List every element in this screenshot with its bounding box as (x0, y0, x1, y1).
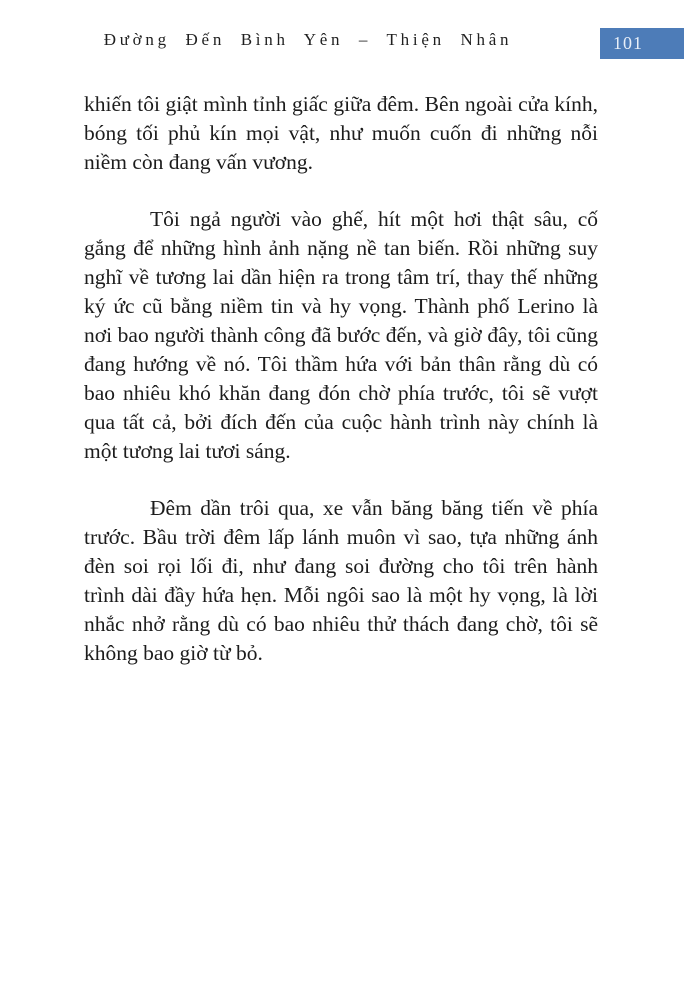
page-content (0, 62, 686, 668)
page-number-badge (600, 28, 684, 59)
page-number: 101 (613, 33, 643, 53)
paragraph: khiến tôi giật mình tỉnh giấc giữa đêm. Bên ngoài cửa kính, bóng tối phủ kín mọi vật, như muốn cuốn đi những nỗi niềm còn đang vấn vương. (84, 92, 598, 174)
paragraph: Tôi ngả người vào ghế, hít một hơi thật sâu, cố gắng để những hình ảnh nặng nề tan biến. Rồi những suy nghĩ về tương lai dần hiện ra trong tâm trí, thay thế những ký ức cũ bằng niềm tin và hy vọng. Thành phố Lerino là nơi bao người thành công đã bước đến, và giờ đây, tôi cũng đang hướng về nó. Tôi thầm hứa với bản thân rằng dù có bao nhiêu khó khăn đang đón chờ phía trước, tôi sẽ vượt qua tất cả, bởi đích đến của cuộc hành trình này chính là một tương lai tươi sáng. (84, 207, 598, 463)
running-title: Đường Đến Bình Yên – Thiện Nhân (103, 30, 513, 49)
running-header (0, 0, 686, 62)
paragraph: Đêm dần trôi qua, xe vẫn băng băng tiến về phía trước. Bầu trời đêm lấp lánh muôn vì sao, tựa những ánh đèn soi rọi lối đi, như đang soi đường cho tôi trên hành trình dài đầy hứa hẹn. Mỗi ngôi sao là một hy vọng, là lời nhắc nhở rằng dù có bao nhiêu thử thách đang chờ, tôi sẽ không bao giờ từ bỏ. (84, 496, 598, 665)
